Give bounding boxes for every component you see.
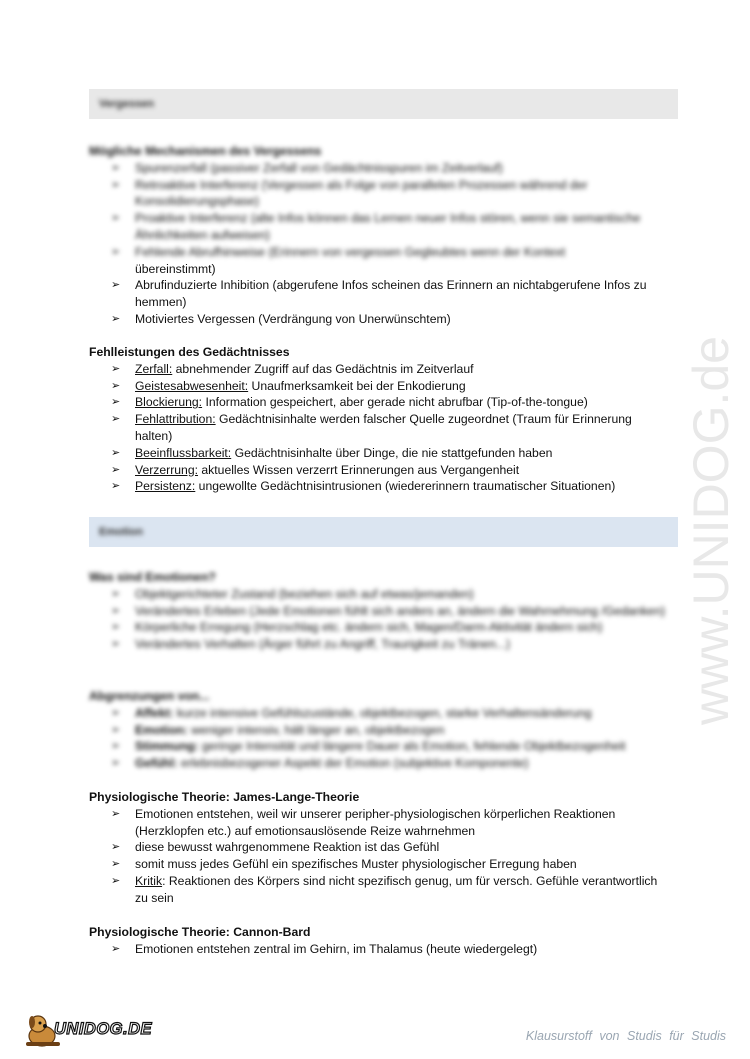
arrow-bullet-icon: ➢ bbox=[111, 740, 121, 753]
list-item: ➢ Retroaktive Interferenz (Vergessen als Folge von parallelen Prozessen während der Konsolidierungsphase) bbox=[111, 177, 588, 209]
watermark bbox=[654, 270, 750, 740]
arrow-bullet-icon: ➢ bbox=[111, 245, 121, 258]
list-item-continuation: übereinstimmt) bbox=[135, 261, 216, 276]
list-item: ➢ Zerfall: abnehmender Zugriff auf das Gedächtnis im Zeitverlauf bbox=[111, 361, 474, 376]
section-james-lange bbox=[89, 789, 669, 907]
list-item: ➢ Verzerrung: aktuelles Wissen verzerrt Erinnerungen aus Vergangenheit bbox=[111, 462, 520, 477]
term: Affekt: bbox=[135, 705, 174, 720]
arrow-bullet-icon: ➢ bbox=[111, 723, 121, 736]
arrow-bullet-icon: ➢ bbox=[111, 312, 121, 325]
section-heading: Was sind Emotionen? bbox=[89, 570, 216, 584]
arrow-bullet-icon: ➢ bbox=[111, 604, 121, 617]
section-was-sind-emotionen bbox=[89, 569, 669, 653]
section-abgrenzungen bbox=[89, 688, 669, 772]
list-item: ➢ Abrufinduzierte Inhibition (abgerufene Infos scheinen das Erinnern an nichtabgerufene Infos zu hemmen) bbox=[111, 278, 647, 310]
list-item: ➢ Proaktive Interferenz (alte Infos können das Lernen neuer Infos stören, wenn sie semantische Ähnlichkeiten aufweisen) bbox=[111, 211, 641, 242]
list-item: ➢ Gefühl: erlebnisbezogener Aspekt der Emotion (subjektive Komponente) bbox=[111, 756, 529, 771]
list-item: ➢ Beeinflussbarkeit: Gedächtnisinhalte über Dinge, die nie stattgefunden haben bbox=[111, 445, 553, 460]
list-item: ➢ Objektgerichteter Zustand (beziehen sich auf etwas/jemanden) bbox=[111, 586, 474, 601]
term: Verzerrung: bbox=[135, 462, 199, 477]
list-item: ➢ Fehlattribution: Gedächtnisinhalte werden falscher Quelle zugeordnet (Traum für Erinnerung halten) bbox=[111, 412, 632, 443]
term: Kritik bbox=[135, 873, 163, 888]
list-item: ➢ Emotionen entstehen, weil wir unserer peripher-physiologischen körperlichen Reaktionen (Herzklopfen etc.) auf emotionsauslösende Reize wahrnehmen bbox=[111, 806, 616, 838]
arrow-bullet-icon: ➢ bbox=[111, 706, 121, 719]
term: Emotion: bbox=[135, 722, 188, 737]
arrow-bullet-icon: ➢ bbox=[111, 161, 121, 174]
list-item: ➢ Verändertes Erleben (Jede Emotionen fühlt sich anders an, ändern die Wahrnehmung /Gedanken) bbox=[111, 603, 666, 618]
list-item: ➢ Verändertes Verhalten (Ärger führt zu Angriff, Traurigkeit zu Tränen...) bbox=[111, 637, 511, 652]
list-item: ➢ diese bewusst wahrgenommene Reaktion ist das Gefühl bbox=[111, 840, 440, 855]
list-item: ➢ Körperliche Erregung (Herzschlag etc. ändern sich, Magen/Darm-Aktivität ändern sich) bbox=[111, 620, 603, 635]
mechanismen-list bbox=[89, 160, 669, 328]
arrow-bullet-icon: ➢ bbox=[111, 858, 121, 871]
footer-slogan: Klausurstoff von Studis für Studis bbox=[525, 1029, 726, 1043]
section-heading: Mögliche Mechanismen des Vergessens bbox=[89, 144, 322, 158]
arrow-bullet-icon: ➢ bbox=[111, 807, 121, 820]
arrow-bullet-icon: ➢ bbox=[111, 279, 121, 292]
term: Blockierung: bbox=[135, 395, 203, 410]
section-heading: Physiologische Theorie: James-Lange-Theorie bbox=[89, 790, 360, 804]
term: Zerfall: bbox=[135, 361, 173, 376]
list-item: ➢ Kritik: Reaktionen des Körpers sind nicht spezifisch genug, um für versch. Gefühle verantwortlich zu sein bbox=[111, 873, 658, 905]
arrow-bullet-icon: ➢ bbox=[111, 874, 121, 887]
section-heading: Fehlleistungen des Gedächtnisses bbox=[89, 345, 290, 359]
section-band-emotion bbox=[89, 517, 678, 547]
logo-text: UNIDOG.DE bbox=[54, 1020, 153, 1038]
emotionen-list bbox=[89, 586, 669, 653]
arrow-bullet-icon: ➢ bbox=[111, 841, 121, 854]
arrow-bullet-icon: ➢ bbox=[111, 413, 121, 426]
james-lange-list bbox=[89, 806, 669, 907]
list-item: ➢ Geistesabwesenheit: Unaufmerksamkeit bei der Enkodierung bbox=[111, 378, 466, 393]
list-item: ➢ Persistenz: ungewollte Gedächtnisintrusionen (wiedererinnern traumatischer Situationen) bbox=[111, 479, 616, 494]
arrow-bullet-icon: ➢ bbox=[111, 587, 121, 600]
list-item: ➢ Motiviertes Vergessen (Verdrängung von Unerwünschtem) bbox=[111, 311, 451, 326]
arrow-bullet-icon: ➢ bbox=[111, 212, 121, 225]
watermark-text: www.UNIDOG.de bbox=[683, 336, 739, 725]
arrow-bullet-icon: ➢ bbox=[111, 942, 121, 955]
cannon-bard-list bbox=[89, 941, 669, 958]
arrow-bullet-icon: ➢ bbox=[111, 463, 121, 476]
term: Fehlattribution: bbox=[135, 412, 216, 427]
term: Persistenz: bbox=[135, 479, 196, 494]
section-mechanismen bbox=[89, 143, 669, 328]
section-band-title: Vergessen bbox=[99, 98, 155, 110]
abgrenzungen-list bbox=[89, 705, 669, 772]
section-cannon-bard bbox=[89, 924, 669, 958]
arrow-bullet-icon: ➢ bbox=[111, 379, 121, 392]
section-band-title: Emotion bbox=[99, 526, 143, 538]
arrow-bullet-icon: ➢ bbox=[111, 638, 121, 651]
list-item: ➢ somit muss jedes Gefühl ein spezifisches Muster physiologischer Erregung haben bbox=[111, 857, 577, 872]
arrow-bullet-icon: ➢ bbox=[111, 757, 121, 770]
arrow-bullet-icon: ➢ bbox=[111, 362, 121, 375]
arrow-bullet-icon: ➢ bbox=[111, 446, 121, 459]
section-band-vergessen bbox=[89, 89, 678, 119]
term: Beeinflussbarkeit: bbox=[135, 445, 232, 460]
arrow-bullet-icon: ➢ bbox=[111, 396, 121, 409]
section-fehlleistungen bbox=[89, 344, 669, 495]
arrow-bullet-icon: ➢ bbox=[111, 480, 121, 493]
list-item: ➢ Affekt: kurze intensive Gefühlszustände, objektbezogen, starke Verhaltensänderung bbox=[111, 705, 592, 720]
term: Stimmung: bbox=[135, 739, 199, 754]
list-item: ➢ Fehlende Abrufhinweise (Erinnern von vergessen Gegleubtes wenn der Kontext übereinstimmt) bbox=[111, 244, 566, 276]
unidog-logo bbox=[24, 1012, 159, 1048]
arrow-bullet-icon: ➢ bbox=[111, 178, 121, 191]
list-item: ➢ Emotionen entstehen zentral im Gehirn, im Thalamus (heute wiedergelegt) bbox=[111, 941, 538, 956]
list-item: ➢ Blockierung: Information gespeichert, aber gerade nicht abrufbar (Tip-of-the-tongue) bbox=[111, 395, 588, 410]
list-item: ➢ Spurenzerfall (passiver Zerfall von Gedächtnisspuren im Zeitverlauf) bbox=[111, 160, 503, 175]
term: Geistesabwesenheit: bbox=[135, 378, 249, 393]
term: Gefühl: bbox=[135, 756, 178, 771]
list-item: ➢ Stimmung: geringe Intensität und längere Dauer als Emotion, fehlende Objektbezogenheit bbox=[111, 739, 626, 754]
list-item: ➢ Emotion: weniger intensiv, hält länger an, objektbezogen bbox=[111, 722, 445, 737]
arrow-bullet-icon: ➢ bbox=[111, 621, 121, 634]
section-heading: Physiologische Theorie: Cannon-Bard bbox=[89, 925, 311, 939]
section-heading: Abgrenzungen von... bbox=[89, 689, 210, 703]
fehlleistungen-list bbox=[89, 361, 669, 495]
